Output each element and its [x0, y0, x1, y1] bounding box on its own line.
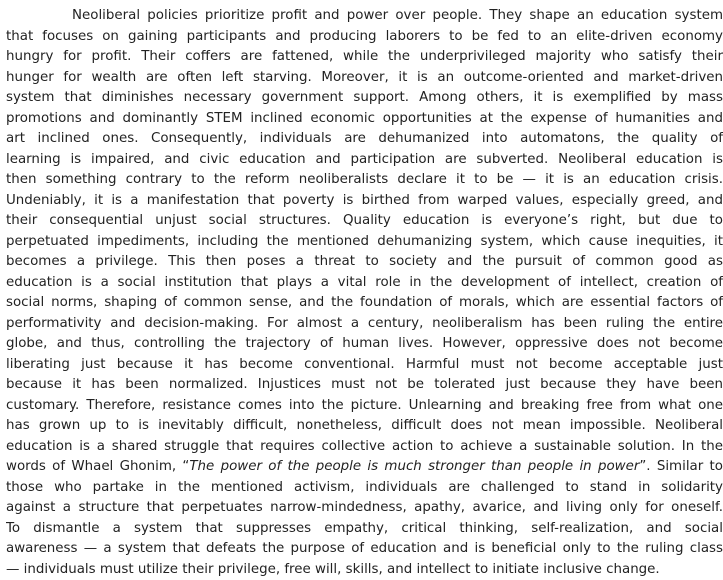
text-line: learning is impaired, and civic education and participation are subverted. Neoliberal education is	[6, 150, 723, 171]
text-line: performativity and decision-making. For almost a century, neoliberalism has been ruling the entire	[6, 314, 723, 335]
text-line: globe, and thus, controlling the trajectory of human lives. However, oppressive does not become	[6, 334, 723, 355]
text-line: art inclined ones. Consequently, individuals are dehumanized into automatons, the quality of	[6, 129, 723, 150]
text-line-with-quote	[6, 457, 723, 478]
quote-trail: ”. Similar to	[639, 459, 723, 474]
text-line: hunger for wealth are often left starving. Moreover, it is an outcome-oriented and market-driven	[6, 68, 723, 89]
text-line: liberating just because it has become conventional. Harmful must not become acceptable just	[6, 355, 723, 376]
text-line: — individuals must utilize their privilege, free will, skills, and intellect to initiate inclusive change.	[6, 560, 723, 580]
text-line: because it has been normalized. Injustices must not be tolerated just because they have been	[6, 375, 723, 396]
quote-text: The power of the people is much stronger than people in power	[189, 459, 639, 474]
text-line: system that diminishes necessary government support. Among others, it is exemplified by mass	[6, 88, 723, 109]
essay-paragraph	[6, 6, 723, 580]
text-line: customary. Therefore, resistance comes into the picture. Unlearning and breaking free from what one	[6, 396, 723, 417]
text-line: promotions and dominantly STEM inclined economic opportunities at the expense of humanities and	[6, 109, 723, 130]
text-line: social norms, shaping of common sense, and the foundation of morals, which are essential factors of	[6, 293, 723, 314]
text-line: against a structure that perpetuates narrow-mindedness, apathy, avarice, and living only for oneself.	[6, 498, 723, 519]
text-line: To dismantle a system that suppresses empathy, critical thinking, self-realization, and social	[6, 519, 723, 540]
text-line: Undeniably, it is a manifestation that poverty is birthed from warped values, especially greed, and	[6, 191, 723, 212]
text-line: Neoliberal policies prioritize profit and power over people. They shape an education system	[6, 6, 723, 27]
text-line: their consequential unjust social structures. Quality education is everyone’s right, but due to	[6, 211, 723, 232]
quote-lead-in: words of Whael Ghonim, “	[6, 459, 189, 474]
text-line: has grown up to is inevitably difficult, nonetheless, difficult does not mean impossible. Neoliberal	[6, 416, 723, 437]
text-line: then something contrary to the reform neoliberalists declare it to be — it is an education crisis.	[6, 170, 723, 191]
text-line: becomes a privilege. This then poses a threat to society and the pursuit of common good as	[6, 252, 723, 273]
text-line: that focuses on gaining participants and producing laborers to be fed to an elite-driven economy	[6, 27, 723, 48]
text-line: those who partake in the mentioned activism, individuals are challenged to stand in solidarity	[6, 478, 723, 499]
text-line: perpetuated impediments, including the mentioned dehumanizing system, which cause inequities, it	[6, 232, 723, 253]
text-line: education is a social institution that plays a vital role in the development of intellect, creation of	[6, 273, 723, 294]
text-line: education is a shared struggle that requires collective action to achieve a sustainable solution. In the	[6, 437, 723, 458]
text-line: awareness — a system that defeats the purpose of education and is beneficial only to the ruling class	[6, 539, 723, 560]
text-line: hungry for profit. Their coffers are fattened, while the underprivileged majority who satisfy their	[6, 47, 723, 68]
